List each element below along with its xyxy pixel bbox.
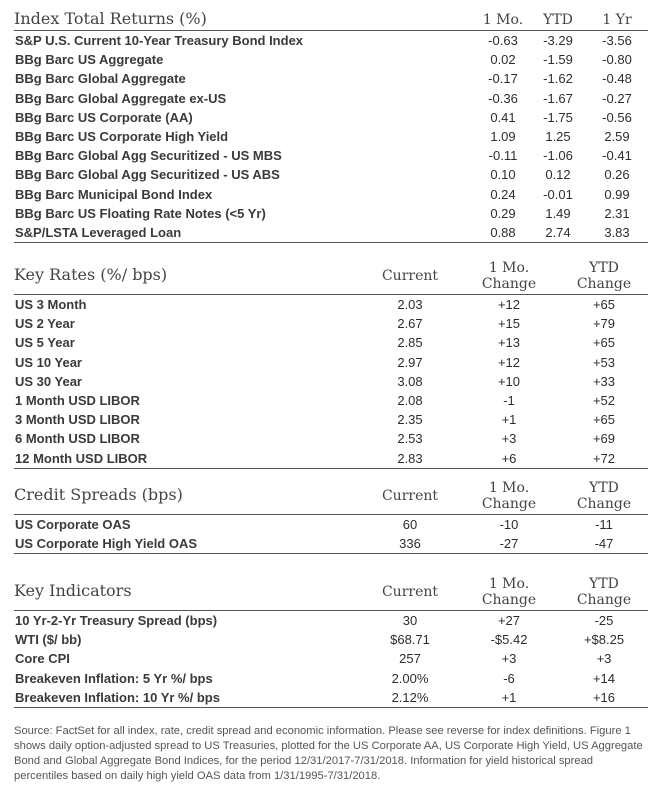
row-value: +1: [501, 412, 517, 428]
row-value: 2.12%: [391, 689, 429, 705]
key-indicators-table: [14, 574, 648, 708]
row-value: -1.67: [543, 90, 573, 106]
row-value: 2.08: [397, 392, 423, 408]
row-value: +53: [592, 354, 616, 370]
row-value: 0.99: [604, 186, 630, 202]
row-label: BBg Barc Global Agg Securitized - US MBS: [15, 148, 282, 164]
row-value: 336: [399, 536, 421, 552]
row-value: +3: [501, 651, 517, 667]
row-value: +10: [497, 373, 521, 389]
row-value: 1.09: [490, 128, 516, 144]
row-label: WTI ($/ bb): [15, 632, 82, 648]
credit-spreads-title: Credit Spreads (bps): [14, 485, 183, 504]
table-row: [14, 372, 648, 391]
row-value: +65: [592, 412, 616, 428]
row-value: -1.75: [543, 109, 573, 125]
table-row: [14, 649, 648, 668]
row-value: -47: [594, 536, 614, 552]
row-value: -0.36: [488, 90, 518, 106]
col-1mo-change: 1 Mo. Change: [481, 260, 537, 292]
row-value: -3.56: [602, 33, 632, 48]
row-value: +65: [592, 297, 616, 312]
key-indicators-title: Key Indicators: [14, 581, 132, 600]
row-label: BBg Barc Global Agg Securitized - US ABS: [15, 167, 280, 183]
row-value: -0.17: [488, 71, 518, 87]
table-row: [14, 314, 648, 333]
credit-spreads-header: [14, 478, 648, 515]
row-value: -10: [499, 517, 519, 532]
source-note: Source: FactSet for all index, rate, credit spread and economic information. Please see reverse for index definitions. Figure 1 shows daily option-adjusted spread to US Treasuries, plotted for the US Corporate AA, US Corporate High Yield, US Aggregate Bond and Global Aggregate Bond Indices, for the period 12/31/2017-7/31/2018. Information for yield historical spread percentiles based on daily high yield OAS data from 1/31/1995-7/31/2018.: [14, 725, 643, 782]
row-value: +13: [497, 335, 521, 351]
row-label: US 30 Year: [15, 373, 82, 389]
row-label: US Corporate OAS: [15, 517, 131, 532]
row-value: +6: [501, 450, 517, 466]
row-value: 2.59: [604, 128, 630, 144]
row-value: +69: [592, 431, 616, 447]
row-value: 0.24: [490, 186, 516, 202]
row-value: 1.49: [545, 205, 571, 221]
row-value: +15: [497, 316, 521, 332]
table-row: [14, 31, 648, 50]
row-value: 0.41: [490, 109, 516, 125]
row-label: US 5 Year: [15, 335, 75, 351]
row-value: 2.97: [397, 354, 423, 370]
row-value: -3.29: [543, 33, 573, 48]
row-value: -0.56: [602, 109, 632, 125]
table-row: [14, 630, 648, 649]
row-value: 2.35: [397, 412, 423, 428]
row-value: 2.53: [397, 431, 423, 447]
table-row: [14, 295, 648, 314]
table-row: [14, 185, 648, 204]
row-value: 1.25: [545, 128, 571, 144]
table-row: [14, 534, 648, 554]
row-value: -1.62: [543, 71, 573, 87]
table-row: [14, 165, 648, 184]
row-value: 2.83: [397, 450, 423, 466]
row-value: 2.67: [397, 316, 423, 332]
row-value: +14: [592, 670, 616, 686]
row-value: -0.01: [543, 186, 573, 202]
row-value: 2.00%: [391, 670, 429, 686]
row-label: BBg Barc Global Aggregate ex-US: [15, 90, 227, 106]
row-value: 0.10: [490, 167, 516, 183]
row-value: -0.11: [488, 148, 518, 164]
table-row: [14, 146, 648, 165]
table-row: [14, 515, 648, 534]
row-value: 3.08: [397, 373, 423, 389]
table-row: [14, 429, 648, 448]
table-row: [14, 89, 648, 108]
table-row: [14, 50, 648, 69]
index-returns-title: Index Total Returns (%): [14, 9, 207, 28]
row-value: +27: [497, 613, 521, 628]
table-row: [14, 223, 648, 243]
row-label: Core CPI: [15, 651, 70, 667]
row-value: 60: [402, 517, 418, 532]
row-value: -6: [503, 670, 515, 686]
row-label: S&P U.S. Current 10-Year Treasury Bond Index: [15, 33, 304, 48]
row-label: BBg Barc US Corporate (AA): [15, 109, 193, 125]
table-row: [14, 333, 648, 352]
row-value: -0.80: [602, 52, 632, 68]
row-value: +52: [592, 392, 616, 408]
key-rates-header: [14, 258, 648, 295]
row-value: 0.26: [604, 167, 630, 183]
row-value: +12: [497, 354, 521, 370]
row-value: +3: [501, 431, 517, 447]
table-row: [14, 449, 648, 469]
row-value: -1.59: [543, 52, 573, 68]
row-value: +1: [501, 689, 517, 705]
row-label: 3 Month USD LIBOR: [15, 412, 140, 428]
key-indicators-header: [14, 574, 648, 611]
row-value: +12: [497, 297, 521, 312]
row-label: US 2 Year: [15, 316, 75, 332]
col-1mo-change: 1 Mo. Change: [481, 480, 537, 512]
row-value: 257: [399, 651, 421, 667]
row-value: -0.41: [602, 148, 632, 164]
row-value: $68.71: [390, 632, 430, 648]
row-value: 30: [402, 613, 418, 628]
row-value: +33: [592, 373, 616, 389]
row-label: 12 Month USD LIBOR: [15, 450, 148, 466]
col-current: Current: [381, 584, 439, 600]
row-label: BBg Barc US Aggregate: [15, 52, 164, 68]
row-value: -0.48: [602, 71, 632, 87]
row-value: -11: [595, 517, 613, 532]
row-value: 2.03: [397, 297, 423, 312]
key-rates-title: Key Rates (%/ bps): [14, 265, 168, 284]
row-label: BBg Barc US Corporate High Yield: [15, 128, 229, 144]
col-1yr: 1 Yr: [602, 12, 632, 28]
row-value: +16: [592, 689, 616, 705]
row-label: 1 Month USD LIBOR: [15, 392, 140, 408]
row-value: -0.27: [602, 90, 632, 106]
table-row: [14, 204, 648, 223]
row-label: US 10 Year: [15, 354, 82, 370]
col-ytd-change: YTD Change: [576, 260, 632, 292]
table-row: [14, 353, 648, 372]
table-row: [14, 611, 648, 630]
row-value: +79: [592, 316, 616, 332]
row-value: -$5.42: [490, 632, 528, 648]
row-label: US 3 Month: [15, 297, 87, 312]
table-row: [14, 669, 648, 688]
row-value: 3.83: [604, 224, 630, 240]
credit-spreads-table: [14, 478, 648, 554]
index-returns-header: [14, 8, 648, 31]
row-value: -0.63: [488, 33, 518, 48]
row-label: BBg Barc Global Aggregate: [15, 71, 186, 87]
col-ytd-change: YTD Change: [576, 576, 632, 608]
row-value: -25: [594, 613, 614, 628]
row-value: -1.06: [543, 148, 573, 164]
row-value: -27: [499, 536, 519, 552]
col-ytd-change: YTD Change: [576, 480, 632, 512]
index-returns-table: [14, 8, 648, 243]
col-1mo: 1 Mo.: [482, 12, 524, 28]
row-value: +65: [592, 335, 616, 351]
col-current: Current: [381, 268, 439, 284]
row-value: 0.02: [490, 52, 516, 68]
table-row: [14, 391, 648, 410]
row-label: S&P/LSTA Leveraged Loan: [15, 224, 182, 240]
row-value: +3: [596, 651, 612, 667]
row-value: -1: [503, 392, 515, 408]
col-current: Current: [381, 488, 439, 504]
table-row: [14, 108, 648, 127]
col-ytd: YTD: [543, 12, 573, 28]
row-value: 2.85: [397, 335, 423, 351]
row-value: 0.12: [545, 167, 571, 183]
table-row: [14, 127, 648, 146]
table-row: [14, 410, 648, 429]
table-row: [14, 688, 648, 708]
row-label: Breakeven Inflation: 5 Yr %/ bps: [15, 670, 213, 686]
row-value: 0.29: [490, 205, 516, 221]
row-value: 0.88: [490, 224, 516, 240]
row-label: BBg Barc US Floating Rate Notes (<5 Yr): [15, 205, 266, 221]
row-value: 2.31: [604, 205, 630, 221]
key-rates-table: [14, 258, 648, 469]
row-label: Breakeven Inflation: 10 Yr %/ bps: [15, 689, 220, 705]
row-value: +$8.25: [583, 632, 625, 648]
row-value: +72: [592, 450, 616, 466]
row-value: 2.74: [545, 224, 571, 240]
row-label: BBg Barc Municipal Bond Index: [15, 186, 213, 202]
row-label: 10 Yr-2-Yr Treasury Spread (bps): [15, 613, 218, 628]
col-1mo-change: 1 Mo. Change: [481, 576, 537, 608]
row-label: 6 Month USD LIBOR: [15, 431, 140, 447]
table-row: [14, 69, 648, 88]
row-label: US Corporate High Yield OAS: [15, 536, 198, 552]
